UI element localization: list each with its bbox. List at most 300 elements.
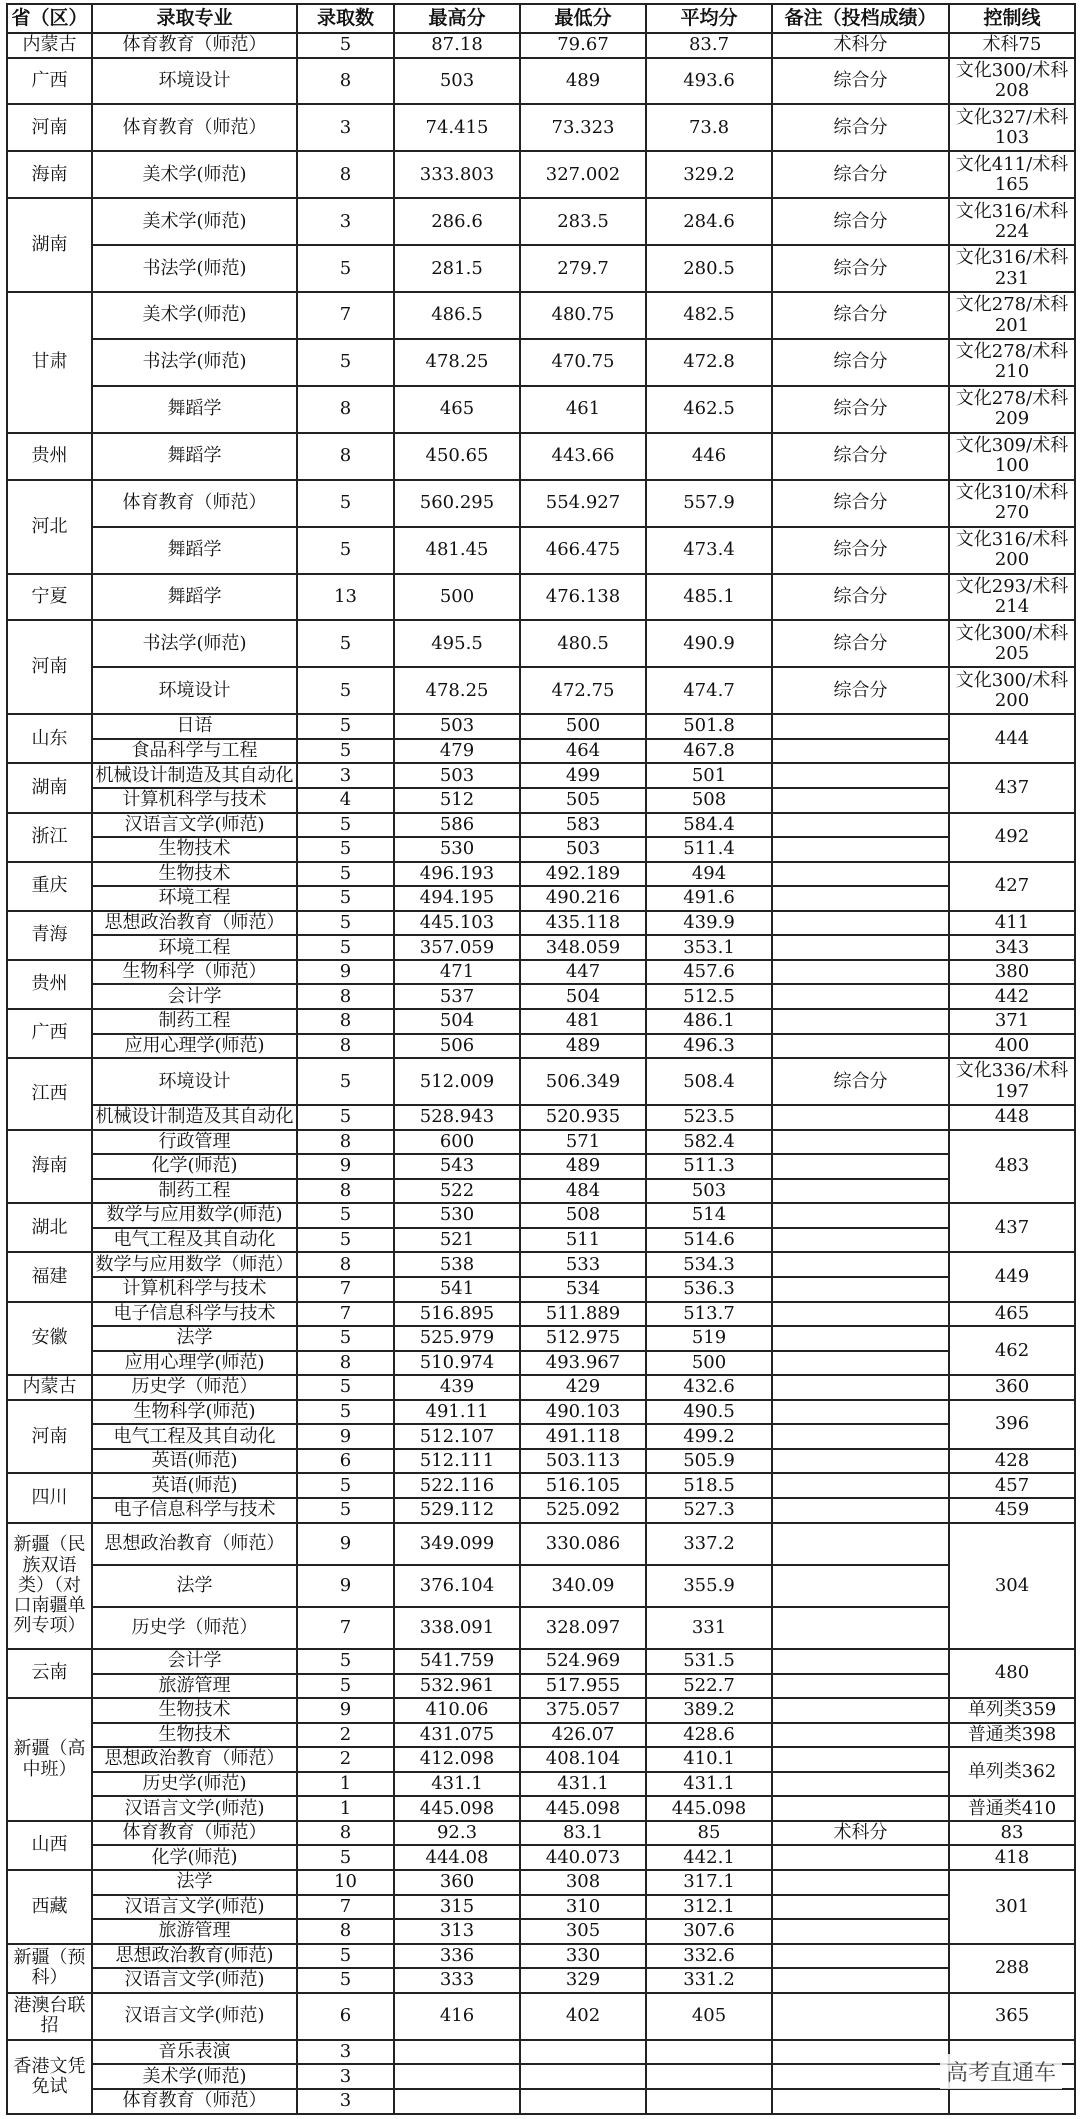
table-row <box>7 2064 1075 2089</box>
max-score-cell: 445.103 <box>394 911 520 936</box>
avg-score-cell: 439.9 <box>646 911 772 936</box>
note-cell: 综合分 <box>772 292 949 339</box>
avg-score-cell: 467.8 <box>646 739 772 764</box>
control-line-cell: 492 <box>949 813 1075 862</box>
avg-score-cell: 514.6 <box>646 1228 772 1253</box>
province-cell: 贵州 <box>7 960 92 1009</box>
major-cell: 英语(师范) <box>92 1473 297 1498</box>
max-score-cell: 586 <box>394 813 520 838</box>
province-cell: 河南 <box>7 620 92 714</box>
table-row <box>7 813 1075 838</box>
note-cell <box>772 1870 949 1895</box>
note-cell <box>772 1154 949 1179</box>
count-cell: 5 <box>297 837 394 862</box>
table-row <box>7 788 1075 813</box>
table-row <box>7 386 1075 433</box>
max-score-cell: 528.943 <box>394 1105 520 1130</box>
count-cell: 5 <box>297 1944 394 1969</box>
min-score-cell: 431.1 <box>520 1772 646 1797</box>
avg-score-cell: 584.4 <box>646 813 772 838</box>
avg-score-cell: 445.098 <box>646 1796 772 1821</box>
min-score-cell: 447 <box>520 960 646 985</box>
avg-score-cell: 337.2 <box>646 1523 772 1565</box>
major-cell: 汉语言文学(师范) <box>92 1968 297 1993</box>
count-cell: 8 <box>297 151 394 198</box>
count-cell: 5 <box>297 1375 394 1400</box>
count-cell: 7 <box>297 1302 394 1327</box>
avg-score-cell: 508.4 <box>646 1058 772 1105</box>
count-cell: 9 <box>297 1523 394 1565</box>
count-cell: 8 <box>297 1179 394 1204</box>
note-cell: 综合分 <box>772 667 949 714</box>
count-cell: 5 <box>297 620 394 667</box>
avg-score-cell: 501.8 <box>646 714 772 739</box>
control-line-cell: 304 <box>949 1523 1075 1649</box>
count-cell: 8 <box>297 1009 394 1034</box>
province-cell: 山西 <box>7 1821 92 1870</box>
note-cell <box>772 1747 949 1772</box>
major-cell: 体育教育（师范） <box>92 1821 297 1846</box>
max-score-cell: 357.059 <box>394 935 520 960</box>
control-line-cell: 371 <box>949 1009 1075 1034</box>
note-cell: 综合分 <box>772 527 949 574</box>
avg-score-cell: 500 <box>646 1351 772 1376</box>
avg-score-cell: 508 <box>646 788 772 813</box>
min-score-cell: 472.75 <box>520 667 646 714</box>
count-cell: 5 <box>297 935 394 960</box>
note-cell: 综合分 <box>772 480 949 527</box>
major-cell: 生物科学(师范) <box>92 1400 297 1425</box>
min-score-cell <box>520 2040 646 2065</box>
min-score-cell: 504 <box>520 984 646 1009</box>
note-cell <box>772 1895 949 1920</box>
major-cell: 生物科学（师范） <box>92 960 297 985</box>
control-line-cell: 文化316/术科224 <box>949 198 1075 245</box>
note-cell <box>772 813 949 838</box>
avg-score-cell: 331.2 <box>646 1968 772 1993</box>
major-cell: 会计学 <box>92 1649 297 1674</box>
min-score-cell: 330.086 <box>520 1523 646 1565</box>
max-score-cell: 486.5 <box>394 292 520 339</box>
note-cell <box>772 1375 949 1400</box>
province-cell: 宁夏 <box>7 574 92 621</box>
control-line-cell: 360 <box>949 1375 1075 1400</box>
province-cell: 湖北 <box>7 1203 92 1252</box>
max-score-cell: 500 <box>394 574 520 621</box>
province-cell: 山东 <box>7 714 92 763</box>
major-cell: 舞蹈学 <box>92 386 297 433</box>
note-cell <box>772 1449 949 1474</box>
min-score-cell: 328.097 <box>520 1607 646 1649</box>
note-cell <box>772 1252 949 1277</box>
header-province: 省（区） <box>7 4 92 33</box>
note-cell <box>772 984 949 1009</box>
control-line-cell: 459 <box>949 1498 1075 1523</box>
min-score-cell: 440.073 <box>520 1845 646 1870</box>
note-cell <box>772 1228 949 1253</box>
major-cell: 汉语言文学(师范) <box>92 1895 297 1920</box>
table-row <box>7 58 1075 105</box>
table-row <box>7 433 1075 480</box>
note-cell <box>772 739 949 764</box>
table-row <box>7 1607 1075 1649</box>
max-score-cell: 286.6 <box>394 198 520 245</box>
major-cell: 应用心理学(师范) <box>92 1351 297 1376</box>
province-cell: 海南 <box>7 1130 92 1204</box>
major-cell: 环境工程 <box>92 935 297 960</box>
note-cell <box>772 1277 949 1302</box>
admission-table <box>6 3 1076 2115</box>
major-cell: 法学 <box>92 1326 297 1351</box>
note-cell: 综合分 <box>772 1058 949 1105</box>
note-cell <box>772 960 949 985</box>
count-cell: 8 <box>297 1919 394 1944</box>
min-score-cell: 305 <box>520 1919 646 1944</box>
control-line-cell <box>949 2089 1075 2114</box>
avg-score-cell: 355.9 <box>646 1565 772 1607</box>
count-cell: 5 <box>297 245 394 292</box>
control-line-cell: 文化316/术科231 <box>949 245 1075 292</box>
min-score-cell: 524.969 <box>520 1649 646 1674</box>
control-line-cell: 文化300/术科205 <box>949 620 1075 667</box>
max-score-cell: 87.18 <box>394 33 520 58</box>
min-score-cell: 402 <box>520 1993 646 2040</box>
table-row <box>7 1845 1075 1870</box>
avg-score-cell: 312.1 <box>646 1895 772 1920</box>
table-row <box>7 1772 1075 1797</box>
max-score-cell: 479 <box>394 739 520 764</box>
count-cell: 5 <box>297 1326 394 1351</box>
note-cell: 综合分 <box>772 386 949 433</box>
table-row <box>7 1649 1075 1674</box>
table-row <box>7 1034 1075 1059</box>
max-score-cell: 510.974 <box>394 1351 520 1376</box>
max-score-cell <box>394 2064 520 2089</box>
control-line-cell: 465 <box>949 1302 1075 1327</box>
major-cell: 行政管理 <box>92 1130 297 1155</box>
min-score-cell: 435.118 <box>520 911 646 936</box>
max-score-cell: 512.107 <box>394 1424 520 1449</box>
max-score-cell: 336 <box>394 1944 520 1969</box>
count-cell: 8 <box>297 1034 394 1059</box>
note-cell <box>772 2089 949 2114</box>
control-line-cell: 文化300/术科208 <box>949 58 1075 105</box>
avg-score-cell: 513.7 <box>646 1302 772 1327</box>
avg-score-cell: 499.2 <box>646 1424 772 1449</box>
province-cell: 河北 <box>7 480 92 574</box>
avg-score-cell: 446 <box>646 433 772 480</box>
min-score-cell: 408.104 <box>520 1747 646 1772</box>
major-cell: 音乐表演 <box>92 2040 297 2065</box>
major-cell: 历史学（师范） <box>92 1375 297 1400</box>
table-row <box>7 339 1075 386</box>
province-cell: 云南 <box>7 1649 92 1698</box>
avg-score-cell: 284.6 <box>646 198 772 245</box>
table-row <box>7 1154 1075 1179</box>
avg-score-cell: 496.3 <box>646 1034 772 1059</box>
min-score-cell: 506.349 <box>520 1058 646 1105</box>
count-cell: 8 <box>297 984 394 1009</box>
major-cell: 舞蹈学 <box>92 433 297 480</box>
table-row <box>7 837 1075 862</box>
max-score-cell: 530 <box>394 1203 520 1228</box>
major-cell: 法学 <box>92 1870 297 1895</box>
major-cell: 体育教育（师范） <box>92 104 297 151</box>
min-score-cell: 348.059 <box>520 935 646 960</box>
avg-score-cell: 482.5 <box>646 292 772 339</box>
table-row <box>7 1895 1075 1920</box>
table-row <box>7 1252 1075 1277</box>
max-score-cell: 516.895 <box>394 1302 520 1327</box>
min-score-cell: 520.935 <box>520 1105 646 1130</box>
min-score-cell: 79.67 <box>520 33 646 58</box>
table-row <box>7 245 1075 292</box>
control-line-cell: 418 <box>949 1845 1075 1870</box>
avg-score-cell: 472.8 <box>646 339 772 386</box>
min-score-cell: 508 <box>520 1203 646 1228</box>
avg-score-cell: 536.3 <box>646 1277 772 1302</box>
note-cell <box>772 1351 949 1376</box>
max-score-cell: 503 <box>394 763 520 788</box>
max-score-cell: 431.075 <box>394 1723 520 1748</box>
province-cell: 福建 <box>7 1252 92 1301</box>
table-row <box>7 1105 1075 1130</box>
min-score-cell: 480.75 <box>520 292 646 339</box>
major-cell: 美术学(师范) <box>92 198 297 245</box>
note-cell <box>772 1772 949 1797</box>
max-score-cell: 600 <box>394 1130 520 1155</box>
max-score-cell: 478.25 <box>394 339 520 386</box>
max-score-cell: 529.112 <box>394 1498 520 1523</box>
avg-score-cell: 462.5 <box>646 386 772 433</box>
avg-score-cell: 505.9 <box>646 1449 772 1474</box>
count-cell: 5 <box>297 714 394 739</box>
min-score-cell: 492.189 <box>520 862 646 887</box>
count-cell: 1 <box>297 1772 394 1797</box>
count-cell: 5 <box>297 1968 394 1993</box>
note-cell <box>772 1326 949 1351</box>
major-cell: 日语 <box>92 714 297 739</box>
max-score-cell: 450.65 <box>394 433 520 480</box>
avg-score-cell: 428.6 <box>646 1723 772 1748</box>
province-cell: 河南 <box>7 104 92 151</box>
min-score-cell: 511.889 <box>520 1302 646 1327</box>
major-cell: 机械设计制造及其自动化 <box>92 1105 297 1130</box>
avg-score-cell: 442.1 <box>646 1845 772 1870</box>
count-cell: 3 <box>297 2040 394 2065</box>
count-cell: 9 <box>297 1424 394 1449</box>
count-cell: 8 <box>297 58 394 105</box>
province-cell: 广西 <box>7 58 92 105</box>
count-cell: 9 <box>297 1565 394 1607</box>
avg-score-cell: 531.5 <box>646 1649 772 1674</box>
avg-score-cell: 527.3 <box>646 1498 772 1523</box>
province-cell: 江西 <box>7 1058 92 1129</box>
table-row <box>7 1326 1075 1351</box>
count-cell: 5 <box>297 1498 394 1523</box>
note-cell <box>772 2040 949 2065</box>
note-cell <box>772 788 949 813</box>
max-score-cell: 313 <box>394 1919 520 1944</box>
note-cell <box>772 1009 949 1034</box>
table-row <box>7 960 1075 985</box>
note-cell: 综合分 <box>772 245 949 292</box>
note-cell <box>772 1523 949 1565</box>
avg-score-cell: 494 <box>646 862 772 887</box>
control-line-cell: 文化309/术科100 <box>949 433 1075 480</box>
major-cell: 书法学(师范) <box>92 339 297 386</box>
note-cell: 综合分 <box>772 574 949 621</box>
max-score-cell: 525.979 <box>394 1326 520 1351</box>
count-cell: 2 <box>297 1747 394 1772</box>
major-cell: 历史学(师范) <box>92 1772 297 1797</box>
province-cell: 新疆（高中班） <box>7 1698 92 1821</box>
table-row <box>7 1870 1075 1895</box>
avg-score-cell: 332.6 <box>646 1944 772 1969</box>
note-cell: 综合分 <box>772 620 949 667</box>
major-cell: 计算机科学与技术 <box>92 788 297 813</box>
count-cell: 5 <box>297 33 394 58</box>
table-row <box>7 935 1075 960</box>
control-line-cell: 457 <box>949 1473 1075 1498</box>
note-cell: 综合分 <box>772 198 949 245</box>
province-cell: 湖南 <box>7 198 92 292</box>
control-line-cell: 380 <box>949 960 1075 985</box>
avg-score-cell: 85 <box>646 1821 772 1846</box>
count-cell: 6 <box>297 1449 394 1474</box>
max-score-cell: 360 <box>394 1870 520 1895</box>
note-cell <box>772 1424 949 1449</box>
min-score-cell: 489 <box>520 58 646 105</box>
note-cell <box>772 1607 949 1649</box>
max-score-cell: 560.295 <box>394 480 520 527</box>
major-cell: 制药工程 <box>92 1179 297 1204</box>
count-cell: 9 <box>297 1698 394 1723</box>
province-cell: 青海 <box>7 911 92 960</box>
control-line-cell: 437 <box>949 1203 1075 1252</box>
max-score-cell: 512.009 <box>394 1058 520 1105</box>
count-cell: 8 <box>297 433 394 480</box>
table-row <box>7 1203 1075 1228</box>
major-cell: 舞蹈学 <box>92 527 297 574</box>
table-row <box>7 1565 1075 1607</box>
watermark: 高考直通车 <box>940 2054 1062 2089</box>
max-score-cell <box>394 2040 520 2065</box>
province-cell: 香港文凭免试 <box>7 2040 92 2114</box>
control-line-cell: 术科75 <box>949 33 1075 58</box>
province-cell: 海南 <box>7 151 92 198</box>
major-cell: 美术学(师范) <box>92 292 297 339</box>
max-score-cell: 431.1 <box>394 1772 520 1797</box>
min-score-cell: 503.113 <box>520 1449 646 1474</box>
control-line-cell: 449 <box>949 1252 1075 1301</box>
max-score-cell: 532.961 <box>394 1674 520 1699</box>
table-row <box>7 1796 1075 1821</box>
avg-score-cell: 410.1 <box>646 1747 772 1772</box>
min-score-cell: 499 <box>520 763 646 788</box>
table-row <box>7 1277 1075 1302</box>
major-cell: 思想政治教育（师范） <box>92 1523 297 1565</box>
count-cell: 5 <box>297 1473 394 1498</box>
avg-score-cell: 317.1 <box>646 1870 772 1895</box>
max-score-cell <box>394 2089 520 2114</box>
avg-score-cell <box>646 2089 772 2114</box>
table-row <box>7 1993 1075 2040</box>
table-row <box>7 151 1075 198</box>
major-cell: 体育教育（师范） <box>92 2089 297 2114</box>
note-cell <box>772 1649 949 1674</box>
header-avg: 平均分 <box>646 4 772 33</box>
note-cell <box>772 1034 949 1059</box>
note-cell: 综合分 <box>772 339 949 386</box>
major-cell: 数学与应用数学（师范） <box>92 1252 297 1277</box>
avg-score-cell: 582.4 <box>646 1130 772 1155</box>
major-cell: 电气工程及其自动化 <box>92 1228 297 1253</box>
note-cell <box>772 1845 949 1870</box>
table-row <box>7 1498 1075 1523</box>
major-cell: 会计学 <box>92 984 297 1009</box>
table-row <box>7 763 1075 788</box>
min-score-cell: 283.5 <box>520 198 646 245</box>
count-cell: 3 <box>297 2089 394 2114</box>
avg-score-cell: 501 <box>646 763 772 788</box>
major-cell: 法学 <box>92 1565 297 1607</box>
note-cell <box>772 1473 949 1498</box>
min-score-cell: 340.09 <box>520 1565 646 1607</box>
max-score-cell: 541.759 <box>394 1649 520 1674</box>
note-cell: 综合分 <box>772 58 949 105</box>
note-cell: 综合分 <box>772 151 949 198</box>
control-line-cell: 480 <box>949 1649 1075 1698</box>
note-cell <box>772 911 949 936</box>
count-cell: 1 <box>297 1796 394 1821</box>
min-score-cell: 490.103 <box>520 1400 646 1425</box>
max-score-cell: 439 <box>394 1375 520 1400</box>
major-cell: 应用心理学(师范) <box>92 1034 297 1059</box>
count-cell: 4 <box>297 788 394 813</box>
note-cell <box>772 763 949 788</box>
major-cell: 机械设计制造及其自动化 <box>92 763 297 788</box>
major-cell: 思想政治教育（师范） <box>92 1747 297 1772</box>
province-cell: 四川 <box>7 1473 92 1522</box>
table-row <box>7 862 1075 887</box>
table-body <box>7 33 1075 2114</box>
avg-score-cell: 490.9 <box>646 620 772 667</box>
min-score-cell: 470.75 <box>520 339 646 386</box>
major-cell: 环境设计 <box>92 667 297 714</box>
avg-score-cell: 331 <box>646 1607 772 1649</box>
header-control: 控制线 <box>949 4 1075 33</box>
count-cell: 3 <box>297 763 394 788</box>
count-cell: 5 <box>297 527 394 574</box>
note-cell: 术科分 <box>772 33 949 58</box>
min-score-cell: 489 <box>520 1034 646 1059</box>
count-cell: 2 <box>297 1723 394 1748</box>
note-cell: 术科分 <box>772 1821 949 1846</box>
max-score-cell: 512 <box>394 788 520 813</box>
avg-score-cell: 511.3 <box>646 1154 772 1179</box>
min-score-cell: 445.098 <box>520 1796 646 1821</box>
max-score-cell: 444.08 <box>394 1845 520 1870</box>
major-cell: 化学(师范) <box>92 1154 297 1179</box>
min-score-cell: 511 <box>520 1228 646 1253</box>
note-cell <box>772 1498 949 1523</box>
avg-score-cell: 432.6 <box>646 1375 772 1400</box>
avg-score-cell: 473.4 <box>646 527 772 574</box>
province-cell: 广西 <box>7 1009 92 1058</box>
table-row <box>7 667 1075 714</box>
min-score-cell: 489 <box>520 1154 646 1179</box>
